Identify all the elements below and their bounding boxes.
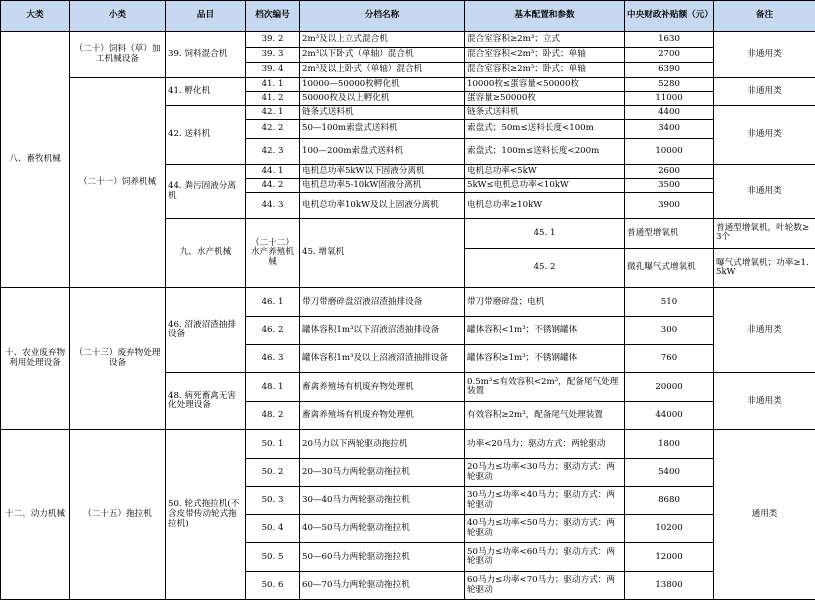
grade-subsidy: 3500	[625, 179, 714, 193]
grade-code: 42. 1	[246, 106, 300, 120]
header-category: 大类	[1, 1, 70, 32]
grade-name: 链条式送料机	[300, 106, 465, 120]
grade-spec: 曝气式增氧机；功率≥1.5kW	[714, 248, 815, 288]
grade-subsidy: 300	[625, 317, 714, 345]
grade-code: 46. 1	[246, 288, 300, 317]
grade-subsidy: 2700	[625, 48, 714, 63]
category-cell: 十二、动力机械	[1, 430, 70, 600]
grade-spec: 30马力≤功率<40马力；驱动方式：两轮驱动	[465, 487, 625, 515]
grade-name: 电机总功率5kW以下固液分离机	[300, 165, 465, 179]
item-cell: 48. 病死畜禽无害化处理设备	[166, 373, 246, 430]
grade-name: 30—40马力两轮驱动拖拉机	[300, 487, 465, 515]
grade-code: 44. 1	[246, 165, 300, 179]
grade-code: 39. 3	[246, 48, 300, 63]
grade-spec: 蛋容量≥50000枚	[465, 92, 625, 106]
grade-name: 带刀带磨碎盘沼液沼渣抽排设备	[300, 288, 465, 317]
grade-spec: 普通型增氧机，叶轮数≥3个	[714, 219, 815, 249]
grade-spec: 5kW≤电机总功率<10kW	[465, 179, 625, 193]
grade-code: 50. 3	[246, 487, 300, 515]
grade-spec: 功率<20马力；驱动方式：两轮驱动	[465, 430, 625, 459]
grade-name: 50000枚及以上孵化机	[300, 92, 465, 106]
grade-subsidy: 4400	[625, 106, 714, 120]
grade-code: 48. 2	[246, 402, 300, 430]
grade-subsidy: 8680	[625, 487, 714, 515]
remark-cell: 通用类	[714, 430, 815, 600]
grade-spec: 10000枚≤蛋容量<50000枚	[465, 78, 625, 92]
header-item: 品目	[166, 1, 246, 32]
grade-subsidy: 10200	[625, 515, 714, 543]
header-remark: 备注	[714, 1, 815, 32]
grade-spec: 20马力≤功率<30马力；驱动方式：两轮驱动	[465, 459, 625, 487]
grade-name: 20—30马力两轮驱动拖拉机	[300, 459, 465, 487]
grade-spec: 罐体容积≥1m³；不锈钢罐体	[465, 345, 625, 373]
grade-name: 10000—50000枚孵化机	[300, 78, 465, 92]
grade-subsidy: 20000	[625, 373, 714, 402]
header-subcategory: 小类	[70, 1, 166, 32]
grade-spec: 60马力≤功率<70马力；驱动方式：两轮驱动	[465, 572, 625, 600]
grade-code: 41. 1	[246, 78, 300, 92]
grade-name: 2m³及以上立式混合机	[300, 32, 465, 48]
header-row	[1, 1, 815, 32]
grade-name: 2m³以下卧式（单轴）混合机	[300, 48, 465, 63]
grade-spec: 0.5m³≤有效容积<2m³，配备尾气处理装置	[465, 373, 625, 402]
remark-cell: 非通用类	[714, 165, 815, 219]
grade-subsidy: 44000	[625, 402, 714, 430]
remark-cell: 非通用类	[714, 32, 815, 78]
grade-name: 电机总功率5-10kW固液分离机	[300, 179, 465, 193]
grade-code: 50. 6	[246, 572, 300, 600]
grade-name: 罐体容积1m³以下沼液沼渣抽排设备	[300, 317, 465, 345]
remark-cell: 非通用类	[714, 288, 815, 373]
grade-code: 44. 3	[246, 193, 300, 219]
item-cell: 45. 增氧机	[300, 219, 465, 288]
grade-spec: 电机总功率<5kW	[465, 165, 625, 179]
grade-spec: 混合室容积≥2m³；卧式；单轴	[465, 63, 625, 78]
grade-subsidy: 510	[625, 288, 714, 317]
subcategory-cell: （二十三）废弃物处理设备	[70, 288, 166, 430]
grade-spec: 40马力≤功率<50马力；驱动方式：两轮驱动	[465, 515, 625, 543]
grade-code: 42. 2	[246, 120, 300, 139]
grade-subsidy: 3900	[625, 193, 714, 219]
grade-subsidy: 1800	[625, 430, 714, 459]
grade-code: 46. 2	[246, 317, 300, 345]
grade-code: 44. 2	[246, 179, 300, 193]
grade-code: 45. 2	[465, 248, 625, 288]
grade-subsidy: 5400	[625, 459, 714, 487]
grade-spec: 索盘式；100m≤送料长度<200m	[465, 139, 625, 165]
item-cell: 41. 孵化机	[166, 78, 246, 106]
grade-spec: 罐体容积<1m³；不锈钢罐体	[465, 317, 625, 345]
item-cell: 50. 轮式拖拉机(不含皮带传动轮式拖拉机)	[166, 430, 246, 600]
table-row	[1, 32, 815, 48]
header-spec: 基本配置和参数	[465, 1, 625, 32]
grade-spec: 50马力≤功率<60马力；驱动方式：两轮驱动	[465, 543, 625, 572]
grade-spec: 混合室容积≥2m³；立式	[465, 32, 625, 48]
grade-name: 罐体容积1m³及以上沼液沼渣抽排设备	[300, 345, 465, 373]
grade-spec: 有效容积≥2m³，配备尾气处理装置	[465, 402, 625, 430]
grade-code: 50. 5	[246, 543, 300, 572]
grade-spec: 电机总功率≥10kW	[465, 193, 625, 219]
grade-spec: 混合室容积<2m³；卧式；单轴	[465, 48, 625, 63]
grade-subsidy: 2600	[625, 165, 714, 179]
remark-cell: 非通用类	[714, 106, 815, 165]
grade-name: 畜禽养殖场有机废弃物处理机	[300, 373, 465, 402]
grade-name: 电机总功率10kW及以上固液分离机	[300, 193, 465, 219]
grade-code: 45. 1	[465, 219, 625, 249]
header-grade-code: 档次编号	[246, 1, 300, 32]
grade-code: 39. 4	[246, 63, 300, 78]
table-row	[1, 288, 815, 317]
item-cell: 39. 饲料混合机	[166, 32, 246, 78]
grade-subsidy: 3400	[625, 120, 714, 139]
subcategory-cell: （二十五）拖拉机	[70, 430, 166, 600]
grade-name: 微孔曝气式增氧机	[625, 248, 714, 288]
grade-subsidy: 1630	[625, 32, 714, 48]
table-row	[1, 430, 815, 459]
grade-subsidy: 13800	[625, 572, 714, 600]
header-subsidy: 中央财政补贴额（元）	[625, 1, 714, 32]
grade-code: 50. 4	[246, 515, 300, 543]
remark-cell: 非通用类	[714, 373, 815, 430]
grade-code: 42. 3	[246, 139, 300, 165]
grade-code: 39. 2	[246, 32, 300, 48]
grade-name: 60—70马力两轮驱动拖拉机	[300, 572, 465, 600]
grade-subsidy: 760	[625, 345, 714, 373]
item-cell: 46. 沼液沼渣抽排设备	[166, 288, 246, 373]
header-grade-name: 分档名称	[300, 1, 465, 32]
grade-code: 50. 2	[246, 459, 300, 487]
grade-subsidy: 11000	[625, 92, 714, 106]
remark-cell: 非通用类	[714, 78, 815, 106]
subcategory-cell: （二十二）水产养殖机械	[246, 219, 300, 288]
grade-name: 普通型增氧机	[625, 219, 714, 249]
category-cell: 十、农业废弃物利用处理设备	[1, 288, 70, 430]
grade-name: 100—200m索盘式送料机	[300, 139, 465, 165]
grade-name: 50—100m索盘式送料机	[300, 120, 465, 139]
grade-subsidy: 12000	[625, 543, 714, 572]
grade-code: 50. 1	[246, 430, 300, 459]
category-cell: 九、水产机械	[166, 219, 246, 288]
item-cell: 44. 粪污固液分离机	[166, 165, 246, 219]
grade-code: 46. 3	[246, 345, 300, 373]
grade-name: 2m³及以上卧式（单轴）混合机	[300, 63, 465, 78]
grade-code: 48. 1	[246, 373, 300, 402]
grade-subsidy: 6390	[625, 63, 714, 78]
subcategory-cell: （二十）饲料（草）加工机械设备	[70, 32, 166, 78]
item-cell: 42. 送料机	[166, 106, 246, 165]
grade-subsidy: 5280	[625, 78, 714, 92]
grade-spec: 带刀带磨碎盘；电机	[465, 288, 625, 317]
grade-subsidy: 10000	[625, 139, 714, 165]
grade-name: 50—60马力两轮驱动拖拉机	[300, 543, 465, 572]
category-cell: 八、畜牧机械	[1, 32, 70, 288]
table-row	[1, 78, 815, 92]
grade-name: 40—50马力两轮驱动拖拉机	[300, 515, 465, 543]
grade-code: 41. 2	[246, 92, 300, 106]
grade-spec: 索盘式；50m≤送料长度<100m	[465, 120, 625, 139]
grade-name: 畜禽养殖场有机废弃物处理机	[300, 402, 465, 430]
grade-spec: 链条式送料机	[465, 106, 625, 120]
subcategory-cell: （二十一）饲养机械	[70, 78, 166, 288]
grade-name: 20马力以下两轮驱动拖拉机	[300, 430, 465, 459]
